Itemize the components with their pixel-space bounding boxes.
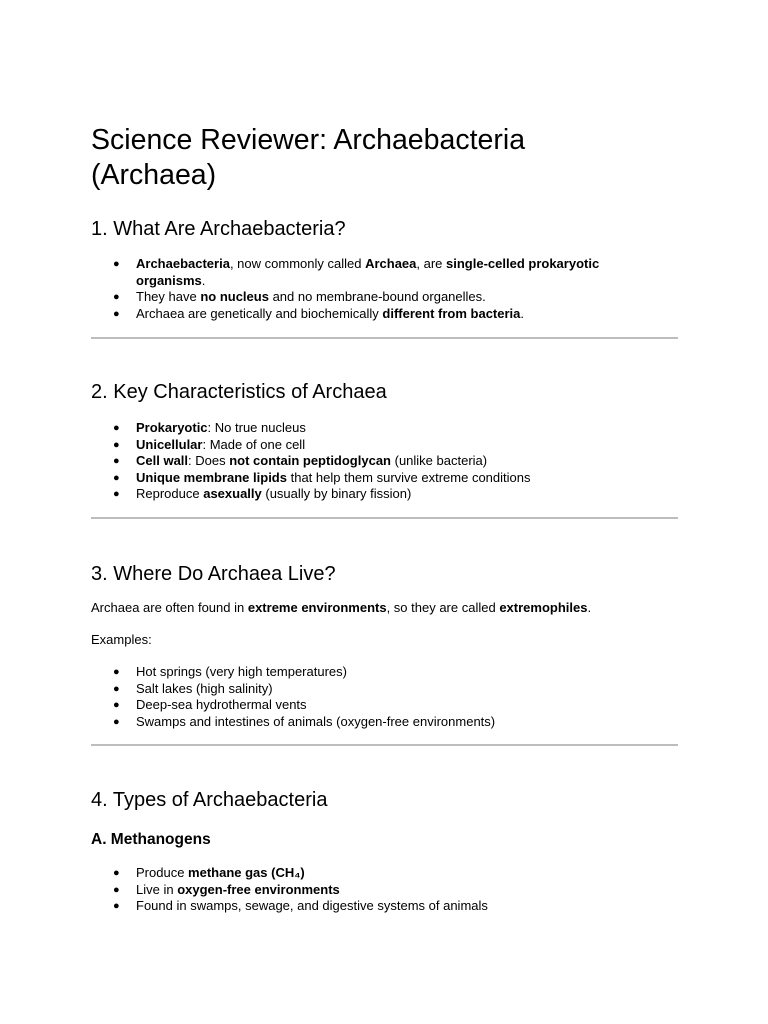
section-2-heading: 2. Key Characteristics of Archaea bbox=[91, 381, 387, 403]
section-3-intro bbox=[91, 600, 678, 617]
bullet-icon: ● bbox=[113, 883, 120, 896]
bullet-icon: ● bbox=[113, 867, 120, 879]
text-run: , are bbox=[416, 256, 447, 271]
section-divider-3 bbox=[91, 744, 678, 746]
section-divider-1 bbox=[91, 337, 678, 339]
bold-text: oxygen-free environments bbox=[177, 881, 340, 897]
bullet-icon: ● bbox=[113, 715, 120, 728]
list-item bbox=[91, 697, 651, 714]
examples-label: Examples: bbox=[91, 632, 152, 647]
list-item bbox=[91, 420, 651, 437]
bold-text: extremophiles bbox=[499, 600, 588, 615]
section-4-heading: 4. Types of Archaebacteria bbox=[91, 789, 328, 811]
section-4a-list bbox=[91, 865, 651, 915]
section-3-heading: 3. Where Do Archaea Live? bbox=[91, 563, 336, 585]
bold-text: methane gas (CH₄) bbox=[188, 865, 305, 880]
text-run: . bbox=[201, 272, 206, 288]
text-run: that help them survive extreme conditions bbox=[286, 469, 531, 485]
bold-text: extreme environments bbox=[247, 600, 387, 615]
bold-text: Archaebacteria bbox=[136, 256, 230, 271]
bullet-icon: ● bbox=[113, 666, 120, 678]
bold-text: Archaea bbox=[365, 256, 417, 271]
bold-text: not contain peptidoglycan bbox=[229, 453, 391, 468]
bullet-icon: ● bbox=[113, 699, 120, 711]
list-item bbox=[91, 898, 651, 915]
section-divider-2 bbox=[91, 517, 678, 519]
section-3-list bbox=[91, 664, 651, 730]
text-run: They have bbox=[136, 289, 201, 304]
list-item bbox=[91, 470, 651, 487]
bullet-icon: ● bbox=[113, 291, 120, 303]
list-item bbox=[91, 882, 651, 899]
section-1-heading: 1. What Are Archaebacteria? bbox=[91, 218, 346, 240]
text-run: Found in swamps, sewage, and digestive systems of animals bbox=[136, 898, 488, 913]
bullet-icon: ● bbox=[113, 258, 120, 270]
list-item bbox=[91, 714, 651, 731]
text-run: Hot springs (very high temperatures) bbox=[136, 664, 347, 679]
text-run: , so they are called bbox=[386, 600, 500, 615]
bold-text: single-celled prokaryotic organisms bbox=[136, 256, 600, 288]
text-run: Salt lakes (high salinity) bbox=[136, 680, 273, 696]
list-item bbox=[91, 306, 651, 323]
text-run: Reproduce bbox=[136, 486, 204, 501]
list-item bbox=[91, 289, 651, 306]
list-item bbox=[91, 486, 651, 503]
bold-text: Unique membrane lipids bbox=[136, 469, 287, 485]
bullet-icon: ● bbox=[113, 900, 120, 912]
bullet-icon: ● bbox=[113, 682, 120, 695]
list-item bbox=[91, 453, 651, 470]
bullet-icon: ● bbox=[113, 438, 120, 451]
list-item bbox=[91, 256, 651, 289]
list-item bbox=[91, 664, 651, 681]
text-run: and no membrane-bound organelles. bbox=[268, 289, 486, 304]
text-run: , now commonly called bbox=[229, 256, 366, 271]
text-run: Produce bbox=[136, 865, 189, 880]
text-run: (unlike bacteria) bbox=[391, 453, 488, 468]
bold-text: Cell wall bbox=[136, 453, 189, 468]
bullet-icon: ● bbox=[113, 488, 120, 500]
section-4a-subheading: A. Methanogens bbox=[91, 831, 211, 848]
text-run: Live in bbox=[136, 881, 178, 897]
bold-text: no nucleus bbox=[200, 289, 269, 304]
bullet-icon: ● bbox=[113, 307, 120, 320]
bold-text: different from bacteria bbox=[382, 305, 521, 321]
list-item bbox=[91, 437, 651, 454]
text-run: Deep-sea hydrothermal vents bbox=[136, 697, 307, 712]
text-run: . bbox=[587, 600, 592, 615]
section-1-list bbox=[91, 256, 651, 322]
text-run: : No true nucleus bbox=[207, 420, 306, 435]
text-run: Archaea are genetically and biochemically bbox=[136, 305, 383, 321]
section-2-list bbox=[91, 420, 651, 503]
bold-text: asexually bbox=[203, 486, 262, 501]
text-run: (usually by binary fission) bbox=[261, 486, 412, 501]
list-item bbox=[91, 865, 651, 882]
bold-text: Unicellular bbox=[136, 436, 203, 452]
text-run: . bbox=[520, 305, 525, 321]
bullet-icon: ● bbox=[113, 422, 120, 434]
text-run: : Made of one cell bbox=[202, 436, 306, 452]
bullet-icon: ● bbox=[113, 455, 120, 467]
bullet-icon: ● bbox=[113, 471, 120, 484]
text-run: : Does bbox=[188, 453, 230, 468]
list-item bbox=[91, 681, 651, 698]
text-run: Archaea are often found in bbox=[91, 600, 248, 615]
bold-text: Prokaryotic bbox=[136, 420, 208, 435]
text-run: Swamps and intestines of animals (oxygen-free environments) bbox=[136, 713, 496, 729]
page-title: Science Reviewer: Archaebacteria (Archaea) bbox=[91, 124, 526, 191]
